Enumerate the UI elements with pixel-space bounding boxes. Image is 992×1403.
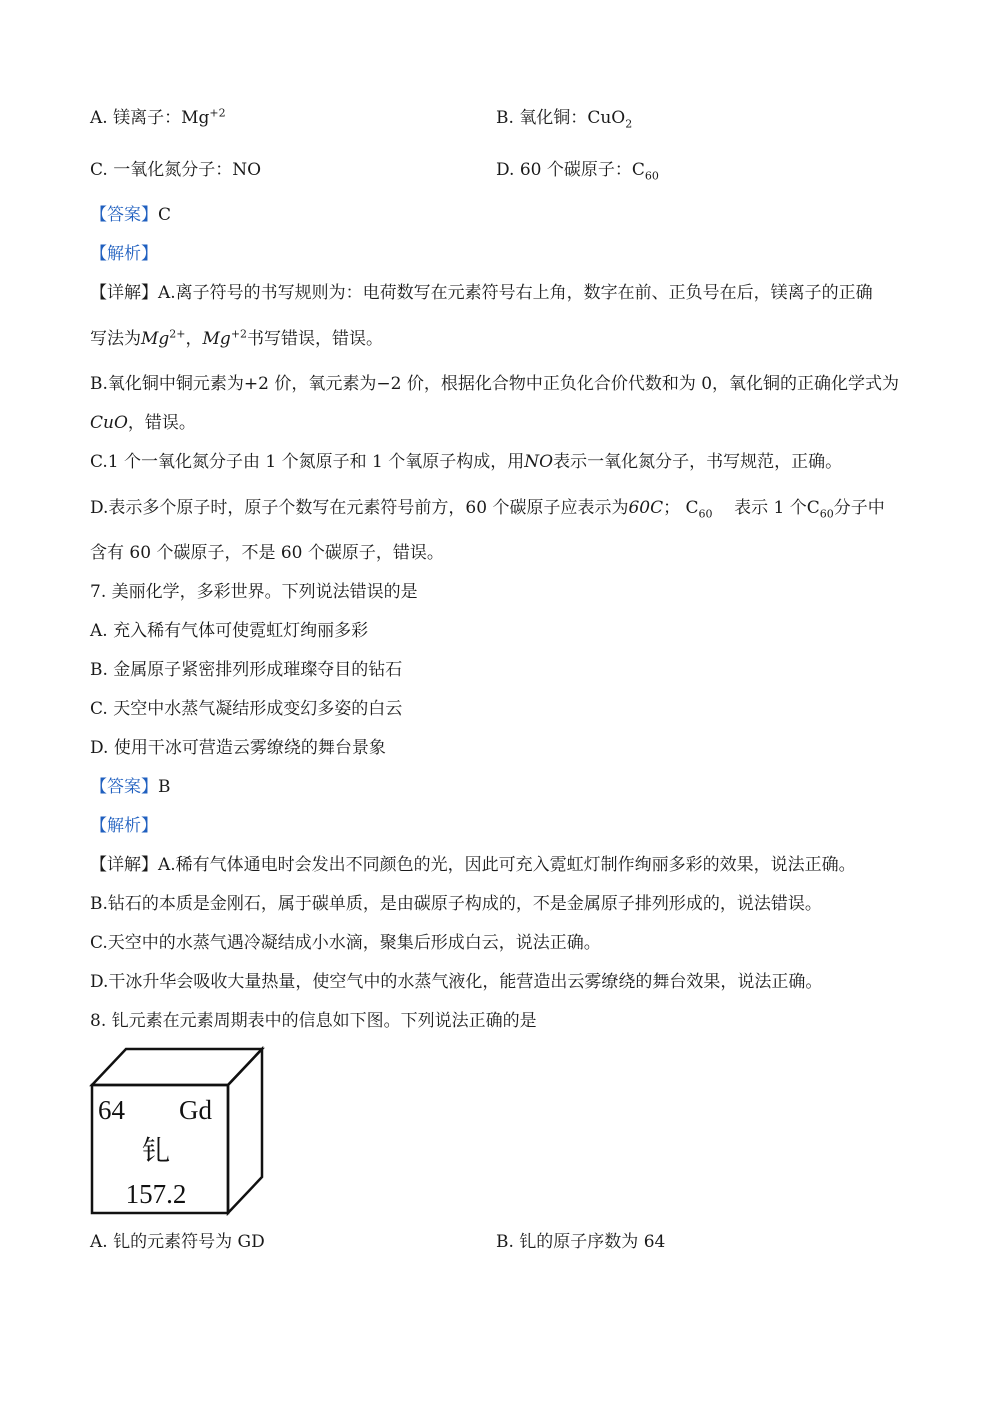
q6-detail-b-line1: B.氧化铜中铜元素为+2 价，氧元素为−2 价，根据化合物中正负化合价代数和为 0，氧化铜的正确化学式为	[90, 374, 900, 394]
element-card-side-face	[228, 1049, 262, 1213]
q6-analysis-tag: 【解析】	[90, 244, 158, 264]
q6-option-a: A. 镁离子：$Mg^{+2}$	[90, 106, 226, 128]
q6-detail-a-line2: 写法为$Mg^{2+}$，$Mg^{+2}$书写错误，错误。	[90, 327, 384, 349]
q8-stem: 8. 钆元素在元素周期表中的信息如下图。下列说法正确的是	[90, 1011, 537, 1031]
q7-stem: 7. 美丽化学，多彩世界。下列说法错误的是	[90, 582, 418, 602]
element-atomic-mass: 157.2	[125, 1179, 187, 1209]
q6-detail-b-line2: CuO，错误。	[90, 413, 196, 433]
q6-detail-d-line2: 含有 60 个碳原子，不是 60 个碳原子，错误。	[90, 543, 444, 563]
q8-option-a: A. 钆的元素符号为 GD	[90, 1232, 265, 1252]
element-symbol: Gd	[179, 1095, 212, 1125]
q6-option-c: C. 一氧化氮分子：NO	[90, 160, 262, 180]
element-card-top-face	[92, 1049, 262, 1085]
q7-analysis-tag: 【解析】	[90, 816, 158, 836]
q7-option-d: D. 使用干冰可营造云雾缭绕的舞台景象	[90, 738, 386, 758]
q7-option-c: C. 天空中水蒸气凝结形成变幻多姿的白云	[90, 699, 403, 719]
q7-answer: 【答案】B	[90, 777, 171, 797]
q7-option-b: B. 金属原子紧密排列形成璀璨夺目的钻石	[90, 660, 403, 680]
q6-option-d: D. 60 个碳原子：$C_{60}$	[496, 160, 659, 183]
q7-option-a: A. 充入稀有气体可使霓虹灯绚丽多彩	[90, 621, 369, 641]
q6-detail-d-line1: D.表示多个原子时，原子个数写在元素符号前方，60 个碳原子应表示为60C； $C_{60}$ 表示 1 个$C_{60}$分子中	[90, 498, 885, 521]
q8-option-b: B. 钆的原子序数为 64	[496, 1232, 666, 1252]
q7-detail-b: B.钻石的本质是金刚石，属于碳单质，是由碳原子构成的，不是金属原子排列形成的，说法错误。	[90, 894, 822, 914]
q6-option-b: B. 氧化铜：CuO$_2$	[496, 108, 633, 131]
element-card-gadolinium	[88, 1045, 268, 1217]
q6-detail-c: C.1 个一氧化氮分子由 1 个氮原子和 1 个氧原子构成，用NO表示一氧化氮分子，书写规范，正确。	[90, 452, 843, 472]
q6-detail-a-line1: 【详解】A.离子符号的书写规则为：电荷数写在元素符号右上角，数字在前、正负号在后，镁离子的正确	[90, 283, 873, 303]
element-atomic-number: 64	[98, 1095, 125, 1125]
q7-detail-d: D.干冰升华会吸收大量热量，使空气中的水蒸气液化，能营造出云雾缭绕的舞台效果，说法正确。	[90, 972, 823, 992]
q6-answer: 【答案】C	[90, 205, 172, 225]
element-name: 钆	[141, 1134, 171, 1167]
q7-detail-a: 【详解】A.稀有气体通电时会发出不同颜色的光，因此可充入霓虹灯制作绚丽多彩的效果，说法正确。	[90, 855, 856, 875]
q7-detail-c: C.天空中的水蒸气遇冷凝结成小水滴，聚集后形成白云，说法正确。	[90, 933, 601, 953]
